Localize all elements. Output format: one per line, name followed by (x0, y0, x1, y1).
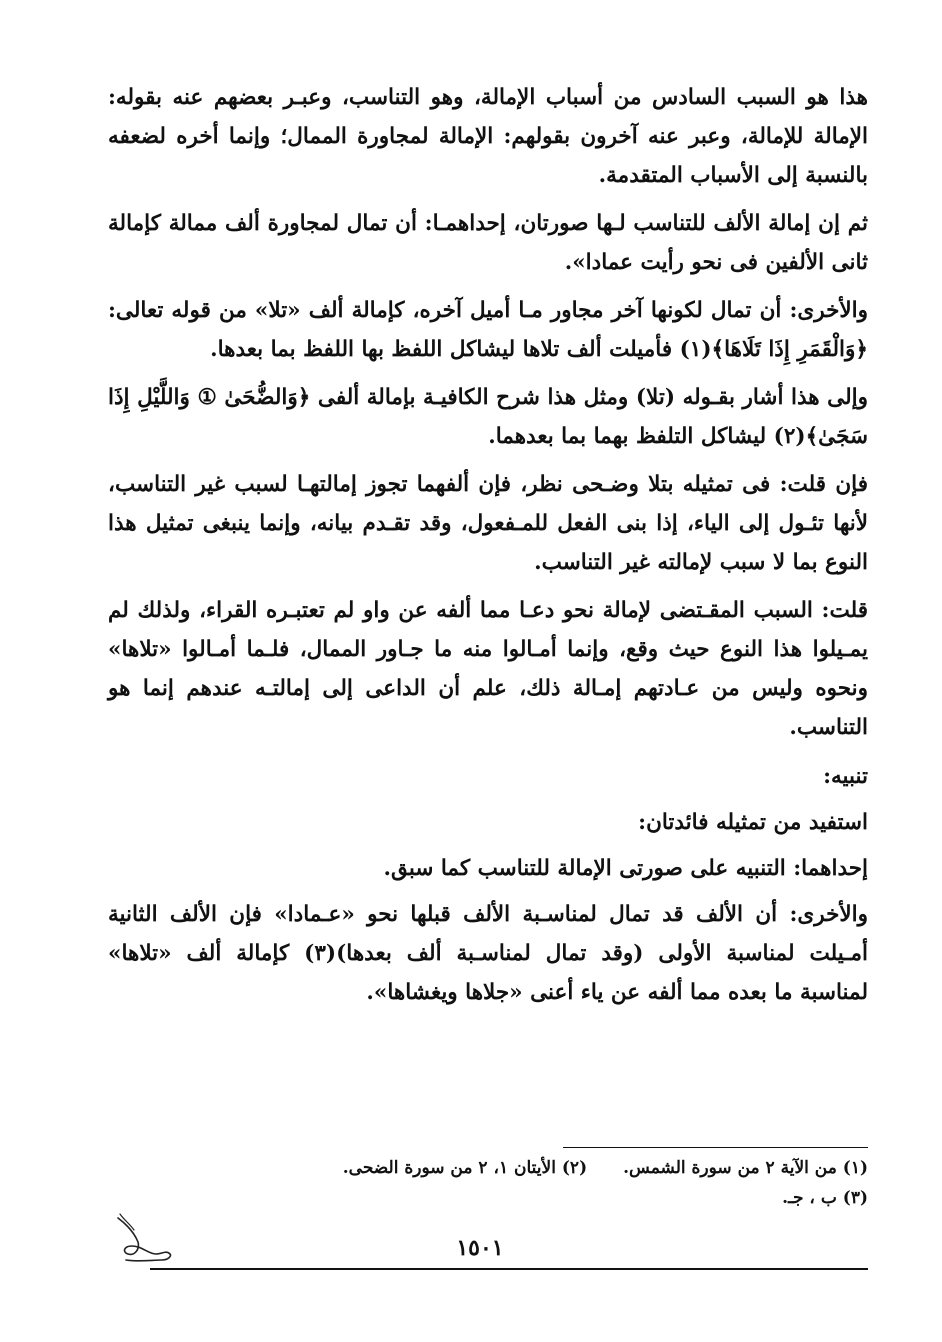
footnote-row (108, 1153, 868, 1183)
page-number: ١٥٠١ (456, 1235, 504, 1261)
footnote-row (108, 1183, 868, 1213)
paragraph-objection: فإن قلت: فى تمثيله بتلا وضـحى نظر، فإن ألفهما تجوز إمالتهـا لسبب غير التناسب، لأنها تئـول إلى الياء، إذا بنى الفعل للمـفعول، وقد تقـدم بيانه، وإنما ينبغى تمثيل هذا النوع بما لا سبب لإمالته غير التناسب. (108, 472, 868, 575)
paragraph-sixth-cause: هذا هو السبب السادس من أسباب الإمالة، وهو التناسب، وعبـر بعضهم عنه بقوله: الإمالة للإمالة، وعبر عنه آخرون بقولهم: الإمالة لمجاورة الممال؛ وإنما أخره لضعفه بالنسبة إلى الأسباب المتقدمة. (108, 85, 868, 188)
footnote-2: (٢) الأيتان ١، ٢ من سورة الضحى. (342, 1158, 588, 1178)
footnotes (108, 1153, 868, 1213)
footnote-3: (٣) ب ، جـ. (782, 1188, 868, 1208)
tanbih-first-benefit: إحداهما: التنبيه على صورتى الإمالة للتناسب كما سبق. (383, 856, 868, 881)
footnote-1: (١) من الآية ٢ من سورة الشمس. (623, 1158, 868, 1178)
bottom-divider (150, 1268, 868, 1270)
tanbih-heading: تنبيه: (823, 764, 868, 789)
handwritten-mark-icon (112, 1210, 182, 1270)
paragraph-second-form: والأخرى: أن تمال لكونها آخر مجاور مـا أميل آخره، كإمالة ألف «تلا» من قوله تعالى: ﴿وَالْقَمَرِ إِذَا تَلَاهَا﴾(١) فأميلت ألف تلاها ليشاكل اللفظ بها اللفظ بما بعدها. (108, 298, 868, 362)
page-body (108, 78, 868, 1021)
paragraph-answer: قلت: السبب المقـتضى لإمالة نحو دعـا مما ألفه عن واو لم تعتبـره القراء، ولذلك لم يمـيلوا هذا النوع حيث وقع، وإنما أمـالوا منه ما جـاور الممال، فلـما أمـالوا «تلاها» ونحوه وليس من عـادتهم إمـالة ذلك، علم أن الداعى إلى إمالتـه عندهم إنما هو التناسب. (108, 598, 868, 740)
footnote-divider (563, 1147, 868, 1148)
paragraph-duha: وإلى هذا أشار بقـوله (تلا) ومثل هذا شرح الكافيـة بإمالة ألفى ﴿وَالضُّحَىٰ ① وَاللَّيْلِ إِذَا سَجَىٰ﴾(٢) ليشاكل التلفظ بهما بما بعدهما. (108, 385, 868, 449)
tanbih-intro: استفيد من تمثيله فائدتان: (638, 810, 868, 835)
paragraph-two-forms: ثم إن إمالة الألف للتناسب لـها صورتان، إحداهمـا: أن تمال لمجاورة ألف ممالة كإمالة ثانى الألفين فى نحو رأيت عمادا». (108, 211, 868, 275)
tanbih-second-benefit: والأخرى: أن الألف قد تمال لمناسـبة الألف قبلها نحو «عـمادا» فإن الألف الثانية أمـيلت لمناسبة الأولى (وقد تمال لمناسـبة ألف بعدها)(٣) كإمالة ألف «تلاها» لمناسبة ما بعده مما ألفه عن ياء أعنى «جلاها ويغشاها». (108, 902, 869, 1005)
